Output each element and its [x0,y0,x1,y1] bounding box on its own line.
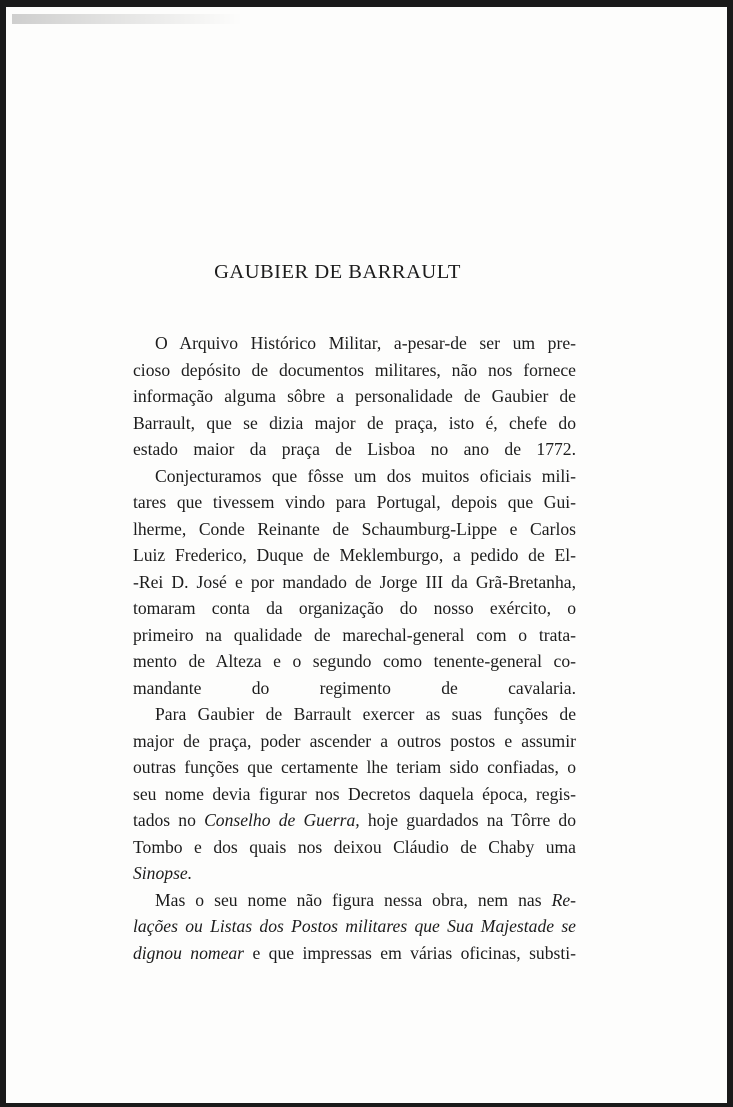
text-line: major de praça, poder ascender a outros postos e assumir [133,730,576,751]
text-line: mandante do regimento de cavalaria. [133,677,576,698]
paragraph-3 [133,701,576,887]
text-line: tomaram conta da organização do nosso exército, o [133,598,576,618]
text-line [133,913,576,940]
body-text [133,330,576,966]
text-line: Tombo e dos quais nos deixou Cláudio de Chaby uma [133,836,576,857]
text-line [133,940,576,967]
paragraph-4 [133,887,576,967]
text-line: Para Gaubier de Barrault exercer as suas funções de [155,704,576,724]
text-line: tares que tivessem vindo para Portugal, depois que Gui- [133,492,576,512]
text-line: cioso depósito de documentos militares, não nos fornece [133,359,576,380]
text-run: tados no [133,810,205,830]
text-line: estado maior da praça de Lisboa no ano de 1772. [133,439,576,459]
text-line: O Arquivo Histórico Militar, a-pesar-de ser um pre- [155,333,576,353]
italic-title-relacoes: lações ou Listas dos Postos militares que Sua Majestade se [133,916,576,936]
italic-run: dignou nomear [133,942,245,963]
text-line: Barrault, que se dizia major de praça, isto é, chefe do [133,412,576,433]
italic-run: Re- [551,889,576,910]
italic-title-conselho: Conselho de Guerra, [204,810,360,830]
text-run: Mas o seu nome não figura nessa obra, nem nas [155,889,552,910]
text-run: e que impressas em várias oficinas, substi- [244,942,576,963]
text-line [133,807,576,834]
chapter-title: GAUBIER DE BARRAULT [214,261,461,283]
scan-smudge [12,14,242,24]
italic-title-sinopse: Sinopse. [133,863,193,883]
text-line [133,860,576,887]
text-line: outras funções que certamente lhe teriam sido confiadas, o [133,757,576,777]
text-line: seu nome devia figurar nos Decretos daquela época, regis- [133,783,576,804]
text-line: Luiz Frederico, Duque de Meklemburgo, a pedido de El- [133,545,576,565]
text-line: primeiro na qualidade de marechal-general com o trata- [133,624,576,645]
text-line: mento de Alteza e o segundo como tenente-general co- [133,651,576,671]
text-run: hoje guardados na Tôrre do [359,810,577,830]
text-line: Conjecturamos que fôsse um dos muitos oficiais mili- [155,465,576,486]
text-line: lherme, Conde Reinante de Schaumburg-Lippe e Carlos [133,518,576,539]
text-line: -Rei D. José e por mandado de Jorge III da Grã-Bretanha, [133,571,576,592]
paragraph-2 [133,463,576,702]
text-line [133,887,576,914]
paragraph-1 [133,330,576,463]
text-line: informação alguma sôbre a personalidade de Gaubier de [133,386,576,406]
